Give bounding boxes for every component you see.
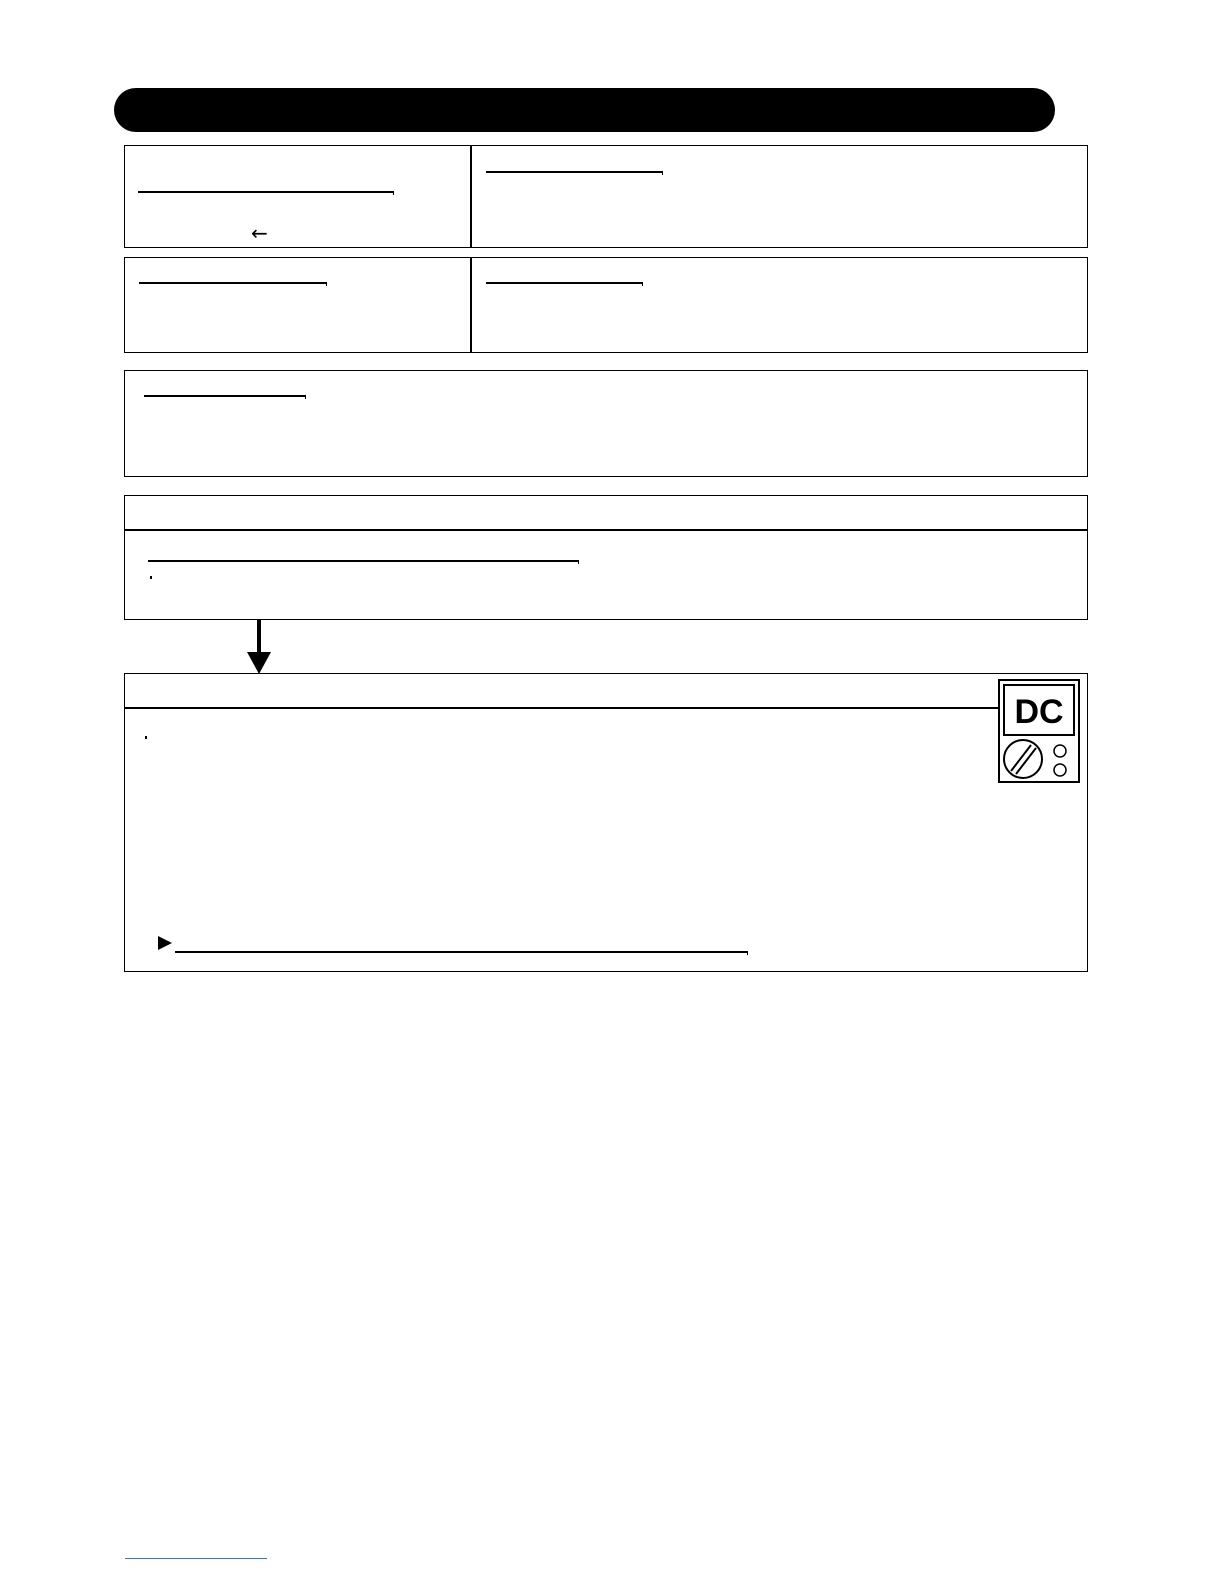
second-right-heading-rule — [486, 282, 642, 284]
top-row-box — [124, 145, 1088, 248]
step-box-1 — [124, 495, 1088, 620]
second-left-heading-rule — [139, 282, 326, 284]
step-box-1-item-rule — [148, 560, 578, 562]
top-row-divider — [470, 146, 472, 247]
third-heading-rule — [144, 395, 305, 397]
step-box-2-header-rule — [125, 707, 1001, 709]
meter-dc-label: DC — [1014, 693, 1064, 731]
second-row-divider — [470, 258, 472, 352]
top-left-heading-rule — [138, 191, 393, 193]
footer-rule — [125, 1558, 267, 1559]
flow-arrow-down-icon — [247, 652, 271, 674]
step-box-2-note-rule — [175, 951, 747, 953]
step-box-2-bullet — [145, 736, 147, 739]
second-row-box — [124, 257, 1088, 353]
multimeter-dc-icon — [998, 679, 1080, 783]
step-box-1-header-rule — [125, 529, 1087, 531]
flow-arrow-shaft — [257, 620, 261, 654]
section-title-bar — [114, 88, 1055, 132]
play-triangle-icon — [158, 936, 172, 950]
top-right-heading-rule — [486, 171, 662, 173]
left-arrow-icon: ← — [251, 221, 268, 245]
third-row-box — [124, 370, 1088, 477]
step-box-1-bullet — [150, 576, 152, 579]
step-box-2 — [124, 673, 1088, 972]
